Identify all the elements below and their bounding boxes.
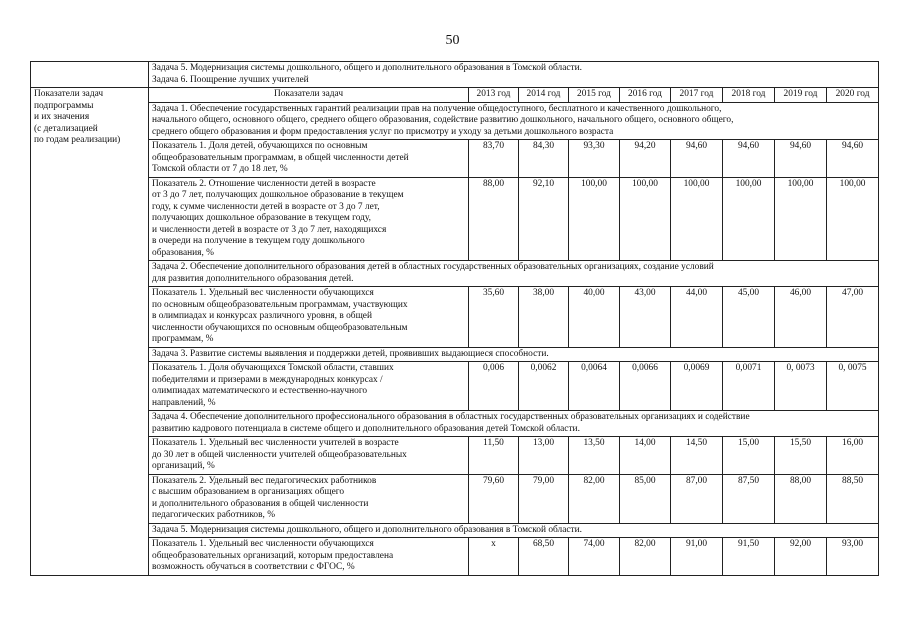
- year-header: 2018 год: [723, 88, 775, 103]
- indicator-text-line: Показатель 1. Удельный вес численности обучающихся: [152, 288, 374, 298]
- task-cell: [149, 411, 879, 437]
- indicator-value-cell: 14,00: [620, 437, 671, 475]
- indicator-text-line: образования, %: [152, 247, 214, 258]
- indicator-text-line: от 3 до 7 лет, получающих дошкольное образование в текущем: [152, 190, 404, 200]
- indicator-row: [31, 538, 879, 576]
- indicator-text-line: Показатель 2. Удельный вес педагогических работников: [152, 475, 377, 486]
- indicators-table: [30, 61, 879, 576]
- indicator-value-cell: 88,50: [827, 474, 879, 523]
- task-text-line: Задача 1. Обеспечение государственных гарантий реализации прав на получение общедоступного, бесплатного и качественного дошкольного,: [152, 103, 722, 114]
- indicator-text-line: и дополнительного образования в общей численности: [152, 498, 369, 509]
- indicator-value-cell: 85,00: [620, 474, 671, 523]
- indicator-value-cell: 83,70: [469, 140, 519, 178]
- left-label-line: подпрограммы: [34, 100, 94, 111]
- indicator-value-cell: 92,10: [519, 177, 569, 261]
- task-row: [31, 102, 879, 140]
- indicator-value-cell: 0, 0075: [827, 362, 879, 411]
- indicator-text-line: общеобразовательных организаций, которым предоставлена: [152, 550, 394, 561]
- top-left-empty-cell: [31, 62, 149, 88]
- indicator-name-cell: [149, 177, 469, 261]
- indicator-value-cell: 44,00: [671, 287, 723, 348]
- indicator-text-line: году, к сумме численности детей в возрасте от 3 до 7 лет,: [152, 201, 380, 212]
- task-row: [31, 411, 879, 437]
- task-text-line: Задача 2. Обеспечение дополнительного образования детей в областных государственных образовательных организациях, создание условий: [152, 262, 714, 272]
- task-cell: [149, 347, 879, 362]
- task-text-line: развитию кадрового потенциала в системе общего и дополнительного образования детей Томской области.: [152, 423, 580, 434]
- year-header: 2019 год: [775, 88, 827, 103]
- year-header: 2017 год: [671, 88, 723, 103]
- indicator-value-cell: 38,00: [519, 287, 569, 348]
- indicator-value-cell: 15,50: [775, 437, 827, 475]
- indicator-text-line: получающих дошкольное образование в текущем году,: [152, 213, 372, 223]
- left-label-line: (с детализацией: [34, 123, 98, 134]
- indicator-value-cell: 91,50: [723, 538, 775, 576]
- indicator-text-line: до 30 лет в общей численности учителей общеобразовательных: [152, 449, 407, 460]
- indicator-value-cell: x: [469, 538, 519, 576]
- indicator-value-cell: 15,00: [723, 437, 775, 475]
- indicator-value-cell: 11,50: [469, 437, 519, 475]
- indicator-name-cell: [149, 287, 469, 348]
- indicator-value-cell: 40,00: [569, 287, 620, 348]
- left-label-line: Показатели задач: [34, 89, 104, 99]
- indicator-name-cell: [149, 538, 469, 576]
- indicator-value-cell: 82,00: [569, 474, 620, 523]
- indicator-text-line: программам, %: [152, 334, 214, 344]
- indicator-text-line: в очереди на получение в текущем году дошкольного: [152, 236, 365, 246]
- indicator-value-cell: 94,60: [827, 140, 879, 178]
- indicator-text-line: по основным общеобразовательным программам, участвующих: [152, 299, 408, 310]
- indicator-text-line: олимпиадах математического и естественно-научного: [152, 386, 368, 396]
- top-section-cell: [149, 62, 879, 88]
- indicator-row: [31, 474, 879, 523]
- year-header: 2020 год: [827, 88, 879, 103]
- indicator-text-line: общеобразовательным программам, в общей численности детей: [152, 152, 409, 163]
- indicator-value-cell: 82,00: [620, 538, 671, 576]
- indicator-value-cell: 87,50: [723, 474, 775, 523]
- task-row: [31, 347, 879, 362]
- indicator-value-cell: 0,006: [469, 362, 519, 411]
- indicator-value-cell: 43,00: [620, 287, 671, 348]
- indicator-row: [31, 437, 879, 475]
- indicator-value-cell: 100,00: [620, 177, 671, 261]
- table-body: [31, 62, 879, 576]
- task-text-line: Задача 4. Обеспечение дополнительного профессионального образования в областных государственных образовательных организациях и содействие: [152, 412, 750, 422]
- left-label-line: по годам реализации): [34, 135, 121, 145]
- top-section-line: Задача 5. Модернизация системы дошкольного, общего и дополнительного образования в Томской области.: [152, 63, 583, 73]
- page-number: 50: [445, 33, 460, 48]
- indicator-text-line: Показатель 1. Удельный вес численности обучающихся: [152, 539, 374, 549]
- indicator-value-cell: 93,00: [827, 538, 879, 576]
- indicator-value-cell: 100,00: [827, 177, 879, 261]
- indicator-value-cell: 92,00: [775, 538, 827, 576]
- indicator-value-cell: 94,20: [620, 140, 671, 178]
- indicator-value-cell: 88,00: [469, 177, 519, 261]
- left-label-cell: [31, 88, 149, 576]
- year-header: 2013 год: [469, 88, 519, 103]
- indicator-value-cell: 94,60: [723, 140, 775, 178]
- indicator-row: [31, 362, 879, 411]
- indicator-name-cell: [149, 474, 469, 523]
- indicator-value-cell: 0,0064: [569, 362, 620, 411]
- task-text-line: среднего общего образования и форм предоставления услуг по присмотру и уходу за детьми дошкольного возраста: [152, 126, 614, 137]
- task-row: [31, 523, 879, 538]
- task-text-line: Задача 3. Развитие системы выявления и поддержки детей, проявивших выдающиеся способности.: [152, 348, 549, 359]
- header-row: [31, 88, 879, 103]
- indicator-value-cell: 0,0069: [671, 362, 723, 411]
- left-label-line: и их значения: [34, 112, 90, 122]
- indicators-column-header: Показатели задач: [149, 88, 469, 103]
- indicator-value-cell: 13,00: [519, 437, 569, 475]
- indicator-value-cell: 100,00: [671, 177, 723, 261]
- indicator-text-line: в олимпиадах и конкурсах различного уровня, в общей: [152, 311, 372, 321]
- indicator-value-cell: 100,00: [723, 177, 775, 261]
- indicator-value-cell: 94,60: [775, 140, 827, 178]
- indicator-value-cell: 0, 0073: [775, 362, 827, 411]
- indicator-text-line: направлений, %: [152, 397, 216, 408]
- indicator-value-cell: 47,00: [827, 287, 879, 348]
- indicator-value-cell: 100,00: [569, 177, 620, 261]
- indicator-value-cell: 79,00: [519, 474, 569, 523]
- task-row: [31, 261, 879, 287]
- top-section-row: [31, 62, 879, 88]
- indicator-value-cell: 74,00: [569, 538, 620, 576]
- indicator-value-cell: 93,30: [569, 140, 620, 178]
- indicator-value-cell: 84,30: [519, 140, 569, 178]
- indicator-text-line: и численности детей в возрасте от 3 до 7 лет, находящихся: [152, 224, 387, 235]
- indicator-value-cell: 46,00: [775, 287, 827, 348]
- indicator-value-cell: 16,00: [827, 437, 879, 475]
- task-cell: [149, 102, 879, 140]
- task-cell: [149, 523, 879, 538]
- indicator-text-line: численности обучающихся по основным общеобразовательным: [152, 322, 408, 333]
- indicator-value-cell: 0,0062: [519, 362, 569, 411]
- indicator-text-line: организаций, %: [152, 461, 215, 471]
- indicator-value-cell: 88,00: [775, 474, 827, 523]
- indicator-value-cell: 14,50: [671, 437, 723, 475]
- top-section-line: Задача 6. Поощрение лучших учителей: [152, 74, 309, 85]
- task-cell: [149, 261, 879, 287]
- task-text-line: Задача 5. Модернизация системы дошкольного, общего и дополнительного образования в Томской области.: [152, 524, 583, 535]
- indicator-text-line: возможность обучаться в соответствии с ФГОС, %: [152, 562, 355, 572]
- task-text-line: для развития дополнительного образования детей.: [152, 273, 354, 284]
- task-text-line: начального общего, основного общего, среднего общего образования, содействие развитию дошкольного, начального общего, основного общего,: [152, 115, 734, 125]
- indicator-value-cell: 35,60: [469, 287, 519, 348]
- indicator-value-cell: 45,00: [723, 287, 775, 348]
- indicator-value-cell: 68,50: [519, 538, 569, 576]
- indicator-text-line: Показатель 1. Удельный вес численности учителей в возрасте: [152, 438, 399, 448]
- year-header: 2014 год: [519, 88, 569, 103]
- indicator-value-cell: 87,00: [671, 474, 723, 523]
- indicator-text-line: Показатель 1. Доля детей, обучающихся по основным: [152, 141, 368, 151]
- indicator-name-cell: [149, 140, 469, 178]
- indicator-row: [31, 287, 879, 348]
- indicator-text-line: победителями и призерами в международных конкурсах /: [152, 374, 383, 385]
- indicator-text-line: Показатель 1. Доля обучающихся Томской области, ставших: [152, 363, 394, 373]
- year-header: 2016 год: [620, 88, 671, 103]
- indicator-value-cell: 13,50: [569, 437, 620, 475]
- indicator-value-cell: 100,00: [775, 177, 827, 261]
- indicator-value-cell: 0,0071: [723, 362, 775, 411]
- indicator-value-cell: 91,00: [671, 538, 723, 576]
- indicator-row: [31, 177, 879, 261]
- indicator-row: [31, 140, 879, 178]
- indicator-text-line: с высшим образованием в организациях общего: [152, 487, 345, 497]
- indicator-text-line: педагогических работников, %: [152, 510, 276, 520]
- year-header: 2015 год: [569, 88, 620, 103]
- indicator-name-cell: [149, 362, 469, 411]
- indicator-value-cell: 94,60: [671, 140, 723, 178]
- indicator-text-line: Показатель 2. Отношение численности детей в возрасте: [152, 178, 376, 189]
- indicator-text-line: Томской области от 7 до 18 лет, %: [152, 164, 288, 174]
- indicator-value-cell: 79,60: [469, 474, 519, 523]
- indicator-value-cell: 0,0066: [620, 362, 671, 411]
- indicator-name-cell: [149, 437, 469, 475]
